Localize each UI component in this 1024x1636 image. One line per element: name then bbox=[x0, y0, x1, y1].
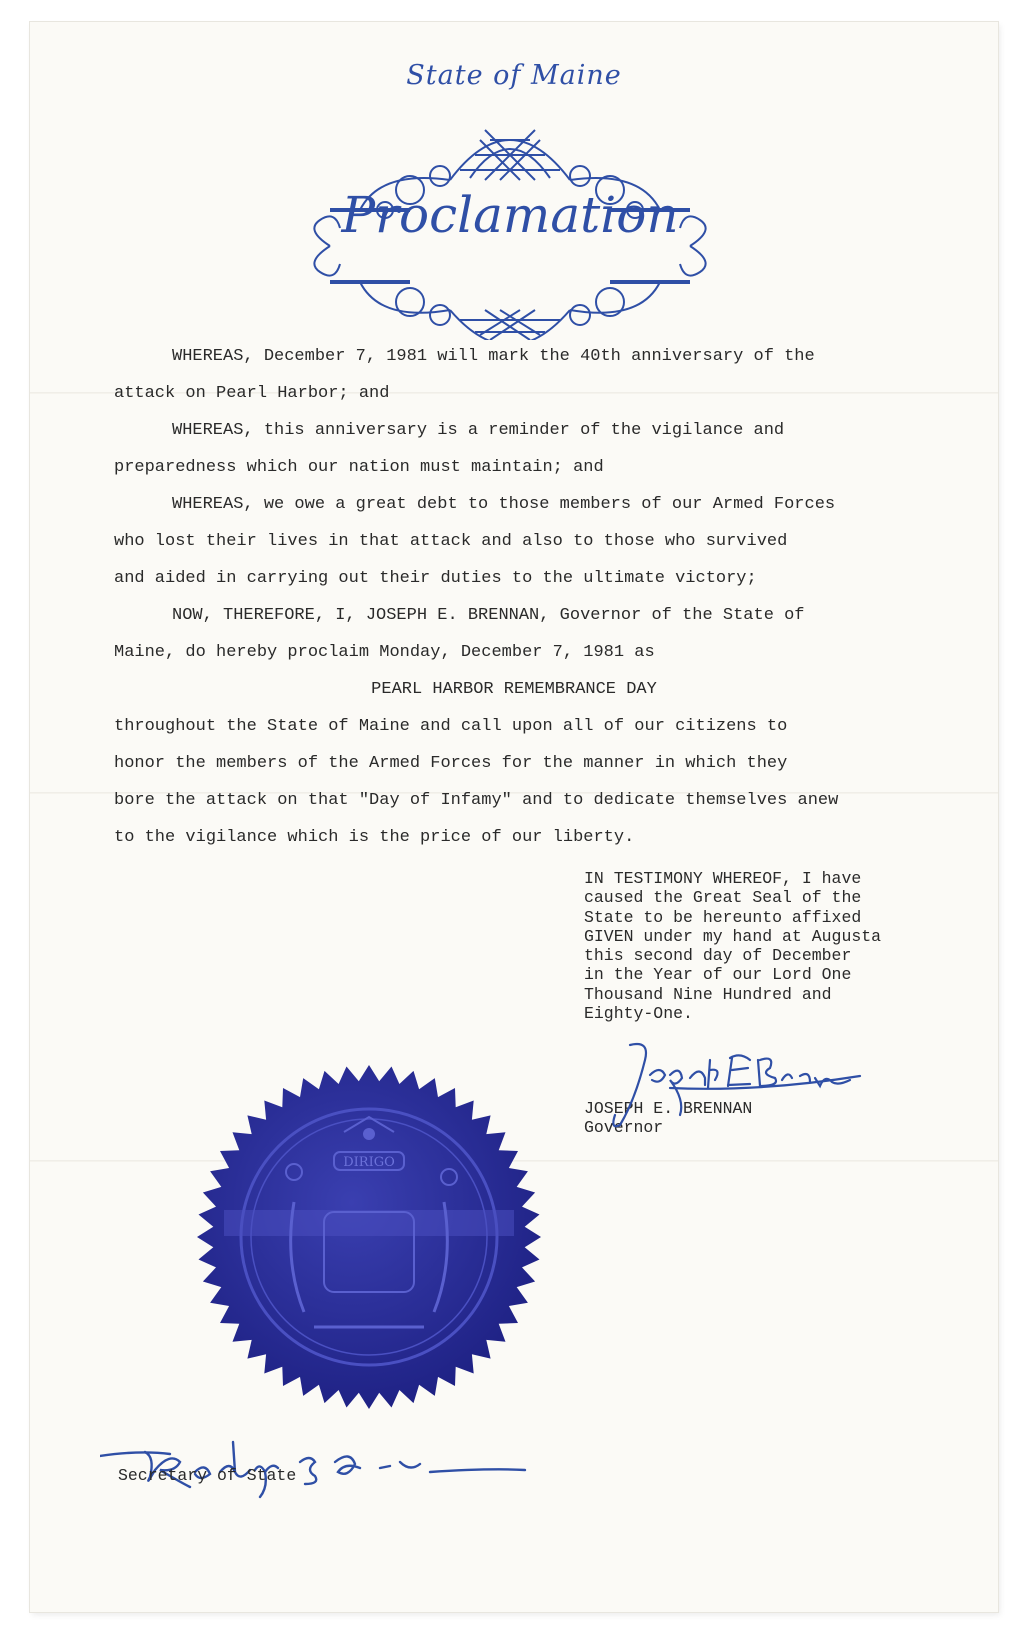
body-line: WHEREAS, we owe a great debt to those members of our Armed Forces bbox=[172, 495, 836, 514]
testimony-line: State to be hereunto affixed bbox=[584, 907, 862, 927]
testimony-line: this second day of December bbox=[584, 946, 852, 966]
proclamation-page bbox=[30, 22, 998, 1612]
body-line: Maine, do hereby proclaim Monday, December 7, 1981 as bbox=[114, 643, 655, 662]
testimony-line: in the Year of our Lord One bbox=[584, 965, 852, 985]
governor-signature bbox=[610, 1040, 890, 1130]
proclamation-title: Proclamation bbox=[341, 186, 679, 244]
body-line: and aided in carrying out their duties to the ultimate victory; bbox=[114, 569, 757, 588]
secretary-title: Secretary of State bbox=[118, 1466, 297, 1485]
body-line: honor the members of the Armed Forces for the manner in which they bbox=[114, 754, 788, 773]
body-line: bore the attack on that "Day of Infamy" and to dedicate themselves anew bbox=[114, 791, 839, 810]
testimony-line: Thousand Nine Hundred and bbox=[584, 984, 832, 1004]
body-line: throughout the State of Maine and call upon all of our citizens to bbox=[114, 717, 788, 736]
testimony-line: caused the Great Seal of the bbox=[584, 888, 862, 908]
state-title: State of Maine bbox=[406, 60, 622, 91]
testimony-line: Eighty-One. bbox=[584, 1004, 693, 1024]
body-line: WHEREAS, this anniversary is a reminder of the vigilance and bbox=[172, 421, 785, 440]
testimony-line: IN TESTIMONY WHEREOF, I have bbox=[584, 869, 862, 888]
state-seal-icon bbox=[194, 1062, 544, 1412]
body-line: NOW, THEREFORE, I, JOSEPH E. BRENNAN, Governor of the State of bbox=[172, 606, 805, 625]
body-line: preparedness which our nation must maintain; and bbox=[114, 458, 604, 477]
proclamation-body bbox=[114, 338, 974, 856]
body-line: WHEREAS, December 7, 1981 will mark the 40th anniversary of the bbox=[172, 347, 815, 366]
seal-motto: DIRIGO bbox=[343, 1155, 395, 1170]
remembrance-day-heading: PEARL HARBOR REMEMBRANCE DAY bbox=[371, 680, 657, 699]
proclamation-emblem bbox=[300, 110, 720, 340]
governor-title: Governor bbox=[584, 1118, 664, 1137]
body-line: to the vigilance which is the price of our liberty. bbox=[114, 828, 635, 847]
body-line: who lost their lives in that attack and also to those who survived bbox=[114, 532, 788, 551]
testimony-line: GIVEN under my hand at Augusta bbox=[584, 926, 882, 946]
body-line: attack on Pearl Harbor; and bbox=[114, 384, 390, 403]
governor-name: JOSEPH E. BRENNAN bbox=[584, 1099, 753, 1118]
testimony-block bbox=[584, 869, 964, 1023]
